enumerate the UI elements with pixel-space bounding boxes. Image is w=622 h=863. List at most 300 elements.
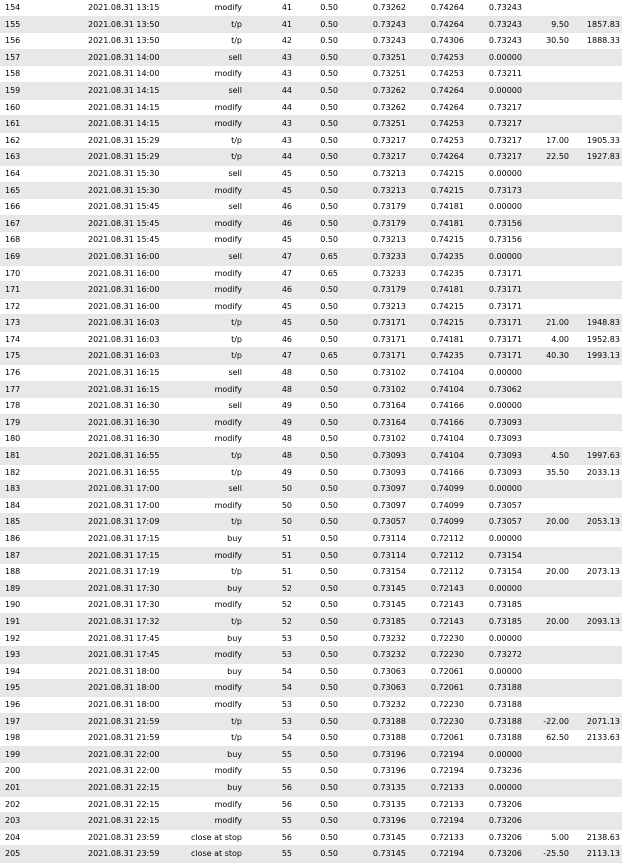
deal-profit-cell: [522, 647, 569, 664]
deal-volume-cell: 0.50: [292, 464, 338, 481]
deal-price-cell: 0.73102: [338, 431, 406, 448]
stop-loss-cell: 0.74104: [406, 365, 464, 382]
deal-number-cell: 194: [0, 663, 70, 680]
deal-profit-cell: [522, 381, 569, 398]
deal-type-cell: modify: [170, 298, 242, 315]
deal-volume-cell: 0.50: [292, 116, 338, 133]
deal-profit-cell: [522, 49, 569, 66]
stop-loss-cell: 0.72112: [406, 547, 464, 564]
stop-loss-cell: 0.74215: [406, 165, 464, 182]
deal-volume-cell: 0.50: [292, 630, 338, 647]
take-profit-cell: 0.73211: [464, 66, 522, 83]
order-number-cell: 46: [242, 215, 292, 232]
deal-time-cell: 2021.08.31 13:15: [70, 0, 170, 16]
account-balance-cell: [569, 398, 622, 415]
take-profit-cell: 0.73217: [464, 149, 522, 166]
deal-number-cell: 184: [0, 497, 70, 514]
account-balance-cell: 1857.83: [569, 16, 622, 33]
table-row: [0, 49, 622, 66]
deal-number-cell: 171: [0, 282, 70, 299]
deal-price-cell: 0.73262: [338, 82, 406, 99]
deal-type-cell: t/p: [170, 348, 242, 365]
deal-type-cell: t/p: [170, 448, 242, 465]
deal-profit-cell: [522, 215, 569, 232]
deal-number-cell: 174: [0, 331, 70, 348]
order-number-cell: 52: [242, 597, 292, 614]
take-profit-cell: 0.73156: [464, 215, 522, 232]
deal-price-cell: 0.73171: [338, 348, 406, 365]
stop-loss-cell: 0.72133: [406, 779, 464, 796]
stop-loss-cell: 0.72112: [406, 531, 464, 548]
account-balance-cell: 1993.13: [569, 348, 622, 365]
stop-loss-cell: 0.74104: [406, 431, 464, 448]
order-number-cell: 49: [242, 464, 292, 481]
deal-time-cell: 2021.08.31 17:00: [70, 481, 170, 498]
stop-loss-cell: 0.72194: [406, 746, 464, 763]
deal-time-cell: 2021.08.31 15:30: [70, 182, 170, 199]
table-row: [0, 746, 622, 763]
table-row: [0, 116, 622, 133]
deal-price-cell: 0.73179: [338, 199, 406, 216]
account-balance-cell: [569, 232, 622, 249]
deal-price-cell: 0.73262: [338, 99, 406, 116]
deal-volume-cell: 0.50: [292, 149, 338, 166]
order-number-cell: 46: [242, 199, 292, 216]
account-balance-cell: [569, 746, 622, 763]
take-profit-cell: 0.73093: [464, 464, 522, 481]
table-row: [0, 414, 622, 431]
deal-profit-cell: -25.50: [522, 846, 569, 863]
stop-loss-cell: 0.74235: [406, 265, 464, 282]
account-balance-cell: [569, 116, 622, 133]
deal-number-cell: 205: [0, 846, 70, 863]
deal-price-cell: 0.73217: [338, 132, 406, 149]
deal-price-cell: 0.73188: [338, 713, 406, 730]
deal-type-cell: sell: [170, 165, 242, 182]
account-balance-cell: 2073.13: [569, 564, 622, 581]
table-row: [0, 779, 622, 796]
deal-number-cell: 201: [0, 779, 70, 796]
take-profit-cell: 0.00000: [464, 663, 522, 680]
deal-volume-cell: 0.50: [292, 33, 338, 50]
deal-number-cell: 183: [0, 481, 70, 498]
deal-time-cell: 2021.08.31 22:00: [70, 763, 170, 780]
deal-type-cell: modify: [170, 547, 242, 564]
deal-number-cell: 169: [0, 248, 70, 265]
order-number-cell: 45: [242, 315, 292, 332]
stop-loss-cell: 0.74099: [406, 481, 464, 498]
deal-volume-cell: 0.50: [292, 829, 338, 846]
deal-volume-cell: 0.50: [292, 779, 338, 796]
deal-profit-cell: -22.00: [522, 713, 569, 730]
account-balance-cell: [569, 99, 622, 116]
deal-price-cell: 0.73251: [338, 66, 406, 83]
deal-volume-cell: 0.50: [292, 580, 338, 597]
deal-price-cell: 0.73179: [338, 282, 406, 299]
deal-type-cell: modify: [170, 431, 242, 448]
order-number-cell: 55: [242, 763, 292, 780]
deal-profit-cell: 35.50: [522, 464, 569, 481]
deal-type-cell: modify: [170, 381, 242, 398]
table-row: [0, 149, 622, 166]
deal-time-cell: 2021.08.31 18:00: [70, 680, 170, 697]
deal-time-cell: 2021.08.31 17:30: [70, 580, 170, 597]
take-profit-cell: 0.73171: [464, 298, 522, 315]
deal-profit-cell: [522, 414, 569, 431]
account-balance-cell: [569, 680, 622, 697]
deal-type-cell: modify: [170, 497, 242, 514]
deal-price-cell: 0.73063: [338, 680, 406, 697]
stop-loss-cell: 0.74264: [406, 0, 464, 16]
deal-time-cell: 2021.08.31 14:15: [70, 116, 170, 133]
deal-volume-cell: 0.50: [292, 613, 338, 630]
take-profit-cell: 0.73057: [464, 514, 522, 531]
order-number-cell: 55: [242, 813, 292, 830]
account-balance-cell: [569, 365, 622, 382]
deal-price-cell: 0.73102: [338, 381, 406, 398]
deal-volume-cell: 0.50: [292, 680, 338, 697]
deal-number-cell: 182: [0, 464, 70, 481]
deal-volume-cell: 0.50: [292, 49, 338, 66]
account-balance-cell: 2133.63: [569, 730, 622, 747]
take-profit-cell: 0.73188: [464, 696, 522, 713]
deal-profit-cell: 20.00: [522, 564, 569, 581]
stop-loss-cell: 0.72133: [406, 796, 464, 813]
order-number-cell: 45: [242, 165, 292, 182]
account-balance-cell: [569, 66, 622, 83]
take-profit-cell: 0.73062: [464, 381, 522, 398]
deal-profit-cell: [522, 481, 569, 498]
deal-type-cell: t/p: [170, 613, 242, 630]
stop-loss-cell: 0.74264: [406, 16, 464, 33]
order-number-cell: 47: [242, 248, 292, 265]
table-row: [0, 365, 622, 382]
deal-number-cell: 164: [0, 165, 70, 182]
table-row: [0, 16, 622, 33]
deal-volume-cell: 0.50: [292, 232, 338, 249]
deal-type-cell: modify: [170, 696, 242, 713]
deal-time-cell: 2021.08.31 13:50: [70, 16, 170, 33]
deal-type-cell: modify: [170, 647, 242, 664]
take-profit-cell: 0.00000: [464, 199, 522, 216]
deal-profit-cell: [522, 746, 569, 763]
account-balance-cell: [569, 763, 622, 780]
stop-loss-cell: 0.74253: [406, 66, 464, 83]
deal-volume-cell: 0.50: [292, 282, 338, 299]
deal-volume-cell: 0.65: [292, 265, 338, 282]
stop-loss-cell: 0.74253: [406, 116, 464, 133]
take-profit-cell: 0.73057: [464, 497, 522, 514]
deal-type-cell: t/p: [170, 132, 242, 149]
deal-time-cell: 2021.08.31 16:30: [70, 414, 170, 431]
take-profit-cell: 0.00000: [464, 248, 522, 265]
table-row: [0, 265, 622, 282]
take-profit-cell: 0.73171: [464, 282, 522, 299]
stop-loss-cell: 0.72143: [406, 580, 464, 597]
account-balance-cell: 2033.13: [569, 464, 622, 481]
deal-time-cell: 2021.08.31 16:03: [70, 331, 170, 348]
stop-loss-cell: 0.74181: [406, 331, 464, 348]
deal-type-cell: modify: [170, 215, 242, 232]
account-balance-cell: [569, 796, 622, 813]
stop-loss-cell: 0.74264: [406, 149, 464, 166]
deal-time-cell: 2021.08.31 13:50: [70, 33, 170, 50]
deal-type-cell: t/p: [170, 464, 242, 481]
account-balance-cell: [569, 298, 622, 315]
table-row: [0, 514, 622, 531]
stop-loss-cell: 0.74166: [406, 398, 464, 415]
deal-profit-cell: [522, 199, 569, 216]
account-balance-cell: [569, 813, 622, 830]
deal-price-cell: 0.73145: [338, 580, 406, 597]
deal-profit-cell: [522, 630, 569, 647]
take-profit-cell: 0.00000: [464, 398, 522, 415]
account-balance-cell: [569, 182, 622, 199]
account-balance-cell: [569, 165, 622, 182]
order-number-cell: 42: [242, 33, 292, 50]
deal-number-cell: 159: [0, 82, 70, 99]
table-row: [0, 763, 622, 780]
deal-volume-cell: 0.50: [292, 182, 338, 199]
deal-time-cell: 2021.08.31 16:55: [70, 448, 170, 465]
deal-type-cell: sell: [170, 481, 242, 498]
deal-volume-cell: 0.50: [292, 132, 338, 149]
account-balance-cell: [569, 630, 622, 647]
stop-loss-cell: 0.74104: [406, 448, 464, 465]
take-profit-cell: 0.00000: [464, 779, 522, 796]
deal-number-cell: 162: [0, 132, 70, 149]
deal-profit-cell: [522, 431, 569, 448]
order-number-cell: 53: [242, 630, 292, 647]
deal-price-cell: 0.73213: [338, 232, 406, 249]
deal-profit-cell: 21.00: [522, 315, 569, 332]
deal-volume-cell: 0.50: [292, 497, 338, 514]
take-profit-cell: 0.73188: [464, 713, 522, 730]
deal-time-cell: 2021.08.31 14:15: [70, 82, 170, 99]
deal-number-cell: 197: [0, 713, 70, 730]
deal-price-cell: 0.73262: [338, 0, 406, 16]
deal-volume-cell: 0.50: [292, 531, 338, 548]
account-balance-cell: 1927.83: [569, 149, 622, 166]
stop-loss-cell: 0.72230: [406, 630, 464, 647]
stop-loss-cell: 0.74264: [406, 82, 464, 99]
deal-volume-cell: 0.50: [292, 215, 338, 232]
order-number-cell: 43: [242, 132, 292, 149]
deal-price-cell: 0.73232: [338, 630, 406, 647]
order-number-cell: 56: [242, 779, 292, 796]
order-number-cell: 47: [242, 348, 292, 365]
deal-time-cell: 2021.08.31 22:15: [70, 779, 170, 796]
deal-number-cell: 204: [0, 829, 70, 846]
account-balance-cell: [569, 580, 622, 597]
stop-loss-cell: 0.74235: [406, 348, 464, 365]
deal-time-cell: 2021.08.31 14:00: [70, 66, 170, 83]
take-profit-cell: 0.73093: [464, 431, 522, 448]
take-profit-cell: 0.73243: [464, 33, 522, 50]
deal-price-cell: 0.73196: [338, 746, 406, 763]
table-row: [0, 796, 622, 813]
deal-price-cell: 0.73135: [338, 796, 406, 813]
deal-number-cell: 198: [0, 730, 70, 747]
order-number-cell: 47: [242, 265, 292, 282]
deal-price-cell: 0.73217: [338, 149, 406, 166]
table-row: [0, 199, 622, 216]
account-balance-cell: [569, 215, 622, 232]
order-number-cell: 53: [242, 713, 292, 730]
deal-volume-cell: 0.50: [292, 365, 338, 382]
stop-loss-cell: 0.74166: [406, 464, 464, 481]
deal-number-cell: 180: [0, 431, 70, 448]
deal-type-cell: t/p: [170, 315, 242, 332]
account-balance-cell: 2093.13: [569, 613, 622, 630]
deal-profit-cell: [522, 398, 569, 415]
deal-time-cell: 2021.08.31 16:15: [70, 381, 170, 398]
table-row: [0, 165, 622, 182]
table-row: [0, 248, 622, 265]
deal-number-cell: 172: [0, 298, 70, 315]
deal-price-cell: 0.73213: [338, 182, 406, 199]
deal-volume-cell: 0.50: [292, 746, 338, 763]
order-number-cell: 44: [242, 82, 292, 99]
deal-type-cell: close at stop: [170, 829, 242, 846]
deal-type-cell: t/p: [170, 149, 242, 166]
deal-number-cell: 199: [0, 746, 70, 763]
deal-volume-cell: 0.50: [292, 514, 338, 531]
take-profit-cell: 0.73171: [464, 348, 522, 365]
deal-profit-cell: [522, 365, 569, 382]
account-balance-cell: [569, 49, 622, 66]
deal-volume-cell: 0.50: [292, 713, 338, 730]
deal-time-cell: 2021.08.31 18:00: [70, 696, 170, 713]
deal-profit-cell: [522, 248, 569, 265]
deal-price-cell: 0.73232: [338, 647, 406, 664]
order-number-cell: 44: [242, 99, 292, 116]
deal-type-cell: modify: [170, 796, 242, 813]
deal-price-cell: 0.73196: [338, 763, 406, 780]
deal-type-cell: sell: [170, 398, 242, 415]
deal-profit-cell: [522, 116, 569, 133]
deal-time-cell: 2021.08.31 22:15: [70, 813, 170, 830]
order-number-cell: 48: [242, 431, 292, 448]
account-balance-cell: [569, 381, 622, 398]
table-row: [0, 331, 622, 348]
stop-loss-cell: 0.72194: [406, 763, 464, 780]
stop-loss-cell: 0.74264: [406, 99, 464, 116]
deal-time-cell: 2021.08.31 16:03: [70, 315, 170, 332]
deal-volume-cell: 0.65: [292, 248, 338, 265]
deal-price-cell: 0.73164: [338, 398, 406, 415]
take-profit-cell: 0.73217: [464, 99, 522, 116]
deal-profit-cell: 5.00: [522, 829, 569, 846]
take-profit-cell: 0.73171: [464, 331, 522, 348]
table-row: [0, 464, 622, 481]
deal-type-cell: buy: [170, 746, 242, 763]
table-row: [0, 680, 622, 697]
deal-profit-cell: [522, 680, 569, 697]
take-profit-cell: 0.00000: [464, 580, 522, 597]
deal-type-cell: sell: [170, 199, 242, 216]
table-row: [0, 547, 622, 564]
order-number-cell: 49: [242, 398, 292, 415]
deal-price-cell: 0.73251: [338, 49, 406, 66]
deal-price-cell: 0.73213: [338, 165, 406, 182]
deal-time-cell: 2021.08.31 17:00: [70, 497, 170, 514]
deal-time-cell: 2021.08.31 17:45: [70, 630, 170, 647]
deal-time-cell: 2021.08.31 22:15: [70, 796, 170, 813]
deal-price-cell: 0.73097: [338, 497, 406, 514]
deal-type-cell: modify: [170, 116, 242, 133]
deal-profit-cell: 20.00: [522, 613, 569, 630]
take-profit-cell: 0.73236: [464, 763, 522, 780]
account-balance-cell: [569, 531, 622, 548]
deal-price-cell: 0.73179: [338, 215, 406, 232]
deal-number-cell: 154: [0, 0, 70, 16]
stop-loss-cell: 0.72061: [406, 663, 464, 680]
deal-type-cell: sell: [170, 365, 242, 382]
deal-profit-cell: 62.50: [522, 730, 569, 747]
table-row: [0, 696, 622, 713]
deal-time-cell: 2021.08.31 16:03: [70, 348, 170, 365]
deal-profit-cell: [522, 531, 569, 548]
stop-loss-cell: 0.72194: [406, 813, 464, 830]
deal-number-cell: 167: [0, 215, 70, 232]
deal-time-cell: 2021.08.31 16:00: [70, 265, 170, 282]
deal-type-cell: modify: [170, 265, 242, 282]
account-balance-cell: [569, 431, 622, 448]
take-profit-cell: 0.73243: [464, 16, 522, 33]
deal-type-cell: t/p: [170, 730, 242, 747]
deal-time-cell: 2021.08.31 17:30: [70, 597, 170, 614]
deal-number-cell: 160: [0, 99, 70, 116]
account-balance-cell: [569, 282, 622, 299]
deal-volume-cell: 0.50: [292, 663, 338, 680]
account-balance-cell: [569, 265, 622, 282]
deal-time-cell: 2021.08.31 15:29: [70, 149, 170, 166]
deal-number-cell: 177: [0, 381, 70, 398]
deal-number-cell: 191: [0, 613, 70, 630]
deal-profit-cell: [522, 0, 569, 16]
deal-number-cell: 185: [0, 514, 70, 531]
deal-profit-cell: [522, 298, 569, 315]
table-row: [0, 381, 622, 398]
account-balance-cell: [569, 199, 622, 216]
deal-volume-cell: 0.50: [292, 431, 338, 448]
take-profit-cell: 0.73206: [464, 813, 522, 830]
deal-profit-cell: [522, 696, 569, 713]
deal-number-cell: 196: [0, 696, 70, 713]
order-number-cell: 53: [242, 696, 292, 713]
take-profit-cell: 0.73093: [464, 448, 522, 465]
stop-loss-cell: 0.74104: [406, 381, 464, 398]
deal-number-cell: 202: [0, 796, 70, 813]
table-row: [0, 232, 622, 249]
table-row: [0, 132, 622, 149]
deal-profit-cell: 4.00: [522, 331, 569, 348]
deal-type-cell: modify: [170, 0, 242, 16]
order-number-cell: 41: [242, 16, 292, 33]
deal-number-cell: 170: [0, 265, 70, 282]
deal-price-cell: 0.73196: [338, 813, 406, 830]
deal-time-cell: 2021.08.31 15:45: [70, 232, 170, 249]
deal-profit-cell: [522, 580, 569, 597]
deal-price-cell: 0.73233: [338, 248, 406, 265]
deal-volume-cell: 0.50: [292, 547, 338, 564]
deal-number-cell: 189: [0, 580, 70, 597]
account-balance-cell: [569, 82, 622, 99]
deal-volume-cell: 0.50: [292, 846, 338, 863]
deal-time-cell: 2021.08.31 23:59: [70, 846, 170, 863]
deal-volume-cell: 0.65: [292, 348, 338, 365]
